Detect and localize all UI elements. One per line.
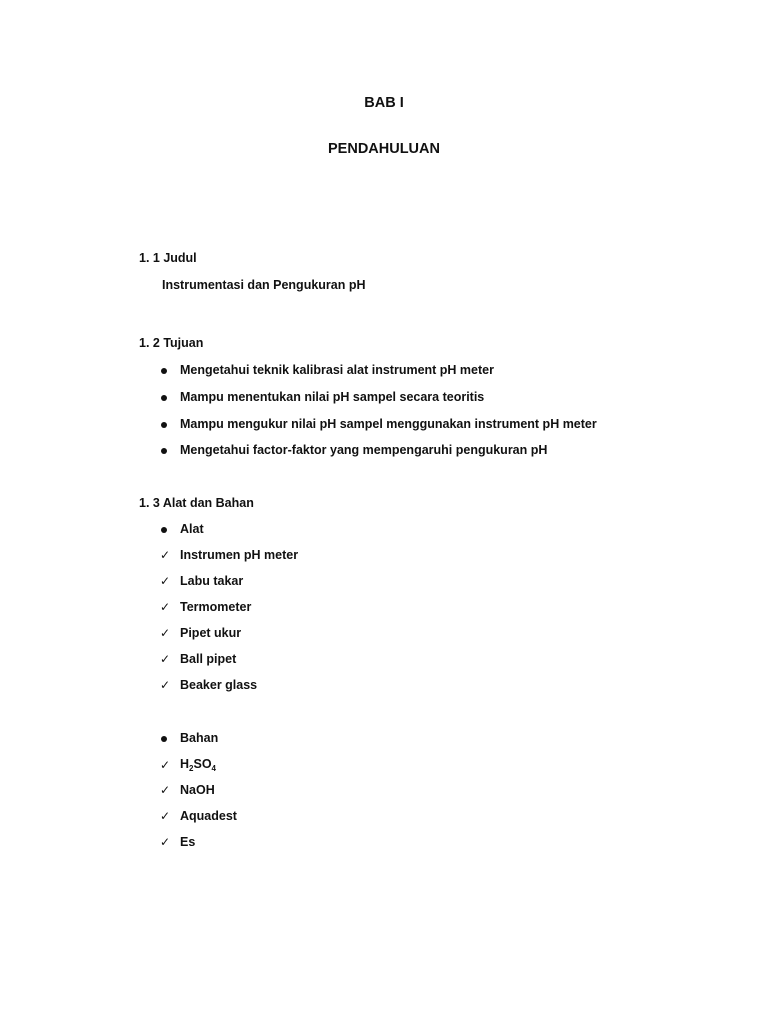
tujuan-item: Mampu menentukan nilai pH sampel secara teoritis: [180, 390, 485, 404]
tujuan-item: Mengetahui teknik kalibrasi alat instrument pH meter: [180, 363, 494, 377]
bullet-dot-icon: [161, 368, 167, 374]
checkmark-icon: ✓: [160, 835, 171, 849]
checkmark-icon: ✓: [160, 574, 171, 588]
checkmark-icon: ✓: [160, 626, 171, 640]
checkmark-icon: ✓: [160, 783, 171, 797]
list-item: [160, 731, 218, 745]
judul-text: Instrumentasi dan Pengukuran pH: [162, 278, 366, 292]
section-heading-judul: 1. 1 Judul: [139, 251, 197, 265]
alat-item: Instrumen pH meter: [180, 548, 299, 562]
bahan-label: Bahan: [180, 731, 219, 745]
list-item: [160, 574, 243, 588]
formula-subscript: 4: [211, 764, 216, 773]
tujuan-item: Mengetahui factor-faktor yang mempengaruhi pengukuran pH: [180, 443, 548, 457]
list-item: [160, 757, 216, 773]
bahan-item: Aquadest: [180, 809, 237, 823]
checkmark-icon: ✓: [160, 758, 171, 772]
formula-part: H: [180, 757, 190, 771]
alat-item: Pipet ukur: [180, 626, 242, 640]
section-heading-tujuan: 1. 2 Tujuan: [139, 336, 204, 350]
chapter-title: PENDAHULUAN: [328, 141, 440, 157]
bahan-item-h2so4: [180, 757, 216, 773]
list-item: [160, 548, 298, 562]
checkmark-icon: ✓: [160, 652, 171, 666]
bullet-dot-icon: [161, 736, 167, 742]
list-item: [160, 600, 251, 614]
checkmark-icon: ✓: [160, 548, 171, 562]
checkmark-icon: ✓: [160, 809, 171, 823]
checkmark-icon: ✓: [160, 678, 171, 692]
bullet-dot-icon: [161, 422, 167, 428]
alat-label: Alat: [180, 522, 204, 536]
alat-item: Ball pipet: [180, 652, 237, 666]
checkmark-icon: ✓: [160, 600, 171, 614]
list-item: [160, 363, 494, 377]
list-item: [160, 783, 215, 797]
alat-item: Termometer: [180, 600, 252, 614]
bullet-dot-icon: [161, 395, 167, 401]
list-item: [160, 835, 195, 849]
bahan-item: Es: [180, 835, 196, 849]
bahan-item: NaOH: [180, 783, 215, 797]
bullet-dot-icon: [161, 527, 167, 533]
section-heading-alat-bahan: 1. 3 Alat dan Bahan: [139, 496, 254, 510]
list-item: [160, 809, 237, 823]
list-item: [160, 678, 257, 692]
alat-item: Beaker glass: [180, 678, 258, 692]
alat-item: Labu takar: [180, 574, 244, 588]
chapter-number: BAB I: [364, 95, 404, 111]
list-item: [160, 417, 597, 431]
list-item: [160, 652, 236, 666]
list-item: [160, 390, 484, 404]
list-item: [160, 522, 204, 536]
tujuan-item: Mampu mengukur nilai pH sampel menggunakan instrument pH meter: [180, 417, 597, 431]
formula-subscript: 2: [189, 764, 194, 773]
list-item: [160, 443, 547, 457]
formula-part: SO: [193, 757, 212, 771]
bullet-dot-icon: [161, 448, 167, 454]
list-item: [160, 626, 241, 640]
